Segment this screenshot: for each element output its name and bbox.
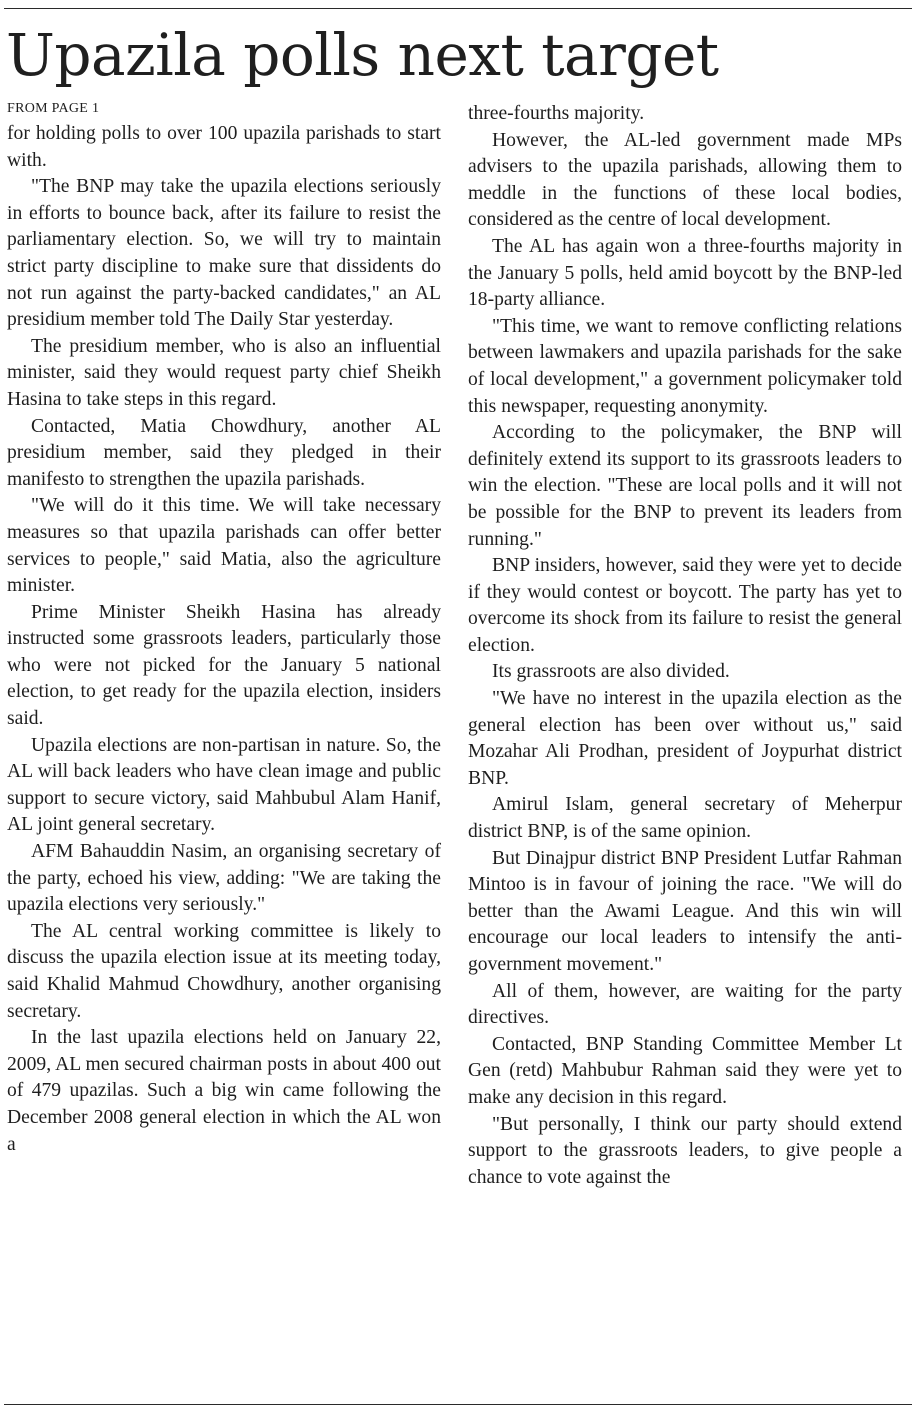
- paragraph: The presidium member, who is also an influential minister, said they would request party chief Sheikh Hasina to take steps in this regard.: [7, 335, 441, 410]
- paragraph: three-fourths majority.: [468, 103, 645, 124]
- paragraph: BNP insiders, however, said they were yet to decide if they would contest or boycott. The party has yet to overcome its shock from its failure to resist the general election.: [468, 555, 902, 656]
- paragraph: AFM Bahauddin Nasim, an organising secretary of the party, echoed his view, adding: "We are taking the upazila elections very seriously.": [7, 841, 441, 916]
- paragraph: "This time, we want to remove conflicting relations between lawmakers and upazila parishads for the sake of local development," a government policymaker told this newspaper, requesting anonymity.: [468, 315, 902, 417]
- paragraph: for holding polls to over 100 upazila parishads to start with.: [7, 123, 441, 171]
- top-rule: [4, 8, 912, 9]
- headline: Upazila polls next target: [6, 21, 719, 89]
- paragraph: Contacted, BNP Standing Committee Member Lt Gen (retd) Mahbubur Rahman said they were yet to make any decision in this regard.: [468, 1033, 902, 1108]
- paragraph: Upazila elections are non-partisan in nature. So, the AL will back leaders who have clean image and public support to secure victory, said Mahbubul Alam Hanif, AL joint general secretary.: [7, 734, 441, 836]
- paragraph: "The BNP may take the upazila elections seriously in efforts to bounce back, after its failure to resist the parliamentary election. So, we will try to maintain strict party discipline to make sure that dissidents do not run against the party-backed candidates," an AL presidium member told The Daily Star yesterday.: [7, 176, 441, 331]
- paragraph: "We will do it this time. We will take necessary measures so that upazila parishads can offer better services to people," said Matia, also the agriculture minister.: [7, 495, 441, 597]
- continuation-kicker: FROM PAGE 1: [7, 101, 100, 116]
- paragraph: In the last upazila elections held on January 22, 2009, AL men secured chairman posts in about 400 out of 479 upazilas. Such a big win came following the December 2008 general election in which the AL won a: [7, 1027, 441, 1155]
- paragraph: The AL central working committee is likely to discuss the upazila election issue at its meeting today, said Khalid Mahmud Chowdhury, another organising secretary.: [7, 920, 441, 1022]
- bottom-rule: [4, 1404, 912, 1405]
- right-column: [468, 101, 902, 1191]
- paragraph: Contacted, Matia Chowdhury, another AL presidium member, said they pledged in their manifesto to strengthen the upazila parishads.: [7, 415, 441, 490]
- paragraph: However, the AL-led government made MPs advisers to the upazila parishads, allowing them to meddle in the functions of these local bodies, considered as the centre of local development.: [468, 129, 902, 231]
- paragraph: According to the policymaker, the BNP will definitely extend its support to its grassroots leaders to win the election. "These are local polls and it will not be possible for the BNP to prevent its leaders from running.": [468, 422, 902, 550]
- paragraph: Its grassroots are also divided.: [492, 661, 730, 683]
- paragraph: All of them, however, are waiting for the party directives.: [468, 980, 902, 1029]
- paragraph: Prime Minister Sheikh Hasina has already instructed some grassroots leaders, particularly those who were not picked for the January 5 national election, to get ready for the upazila election, insiders said.: [7, 601, 441, 730]
- paragraph: "But personally, I think our party should extend support to the grassroots leaders, to give people a chance to vote against the: [468, 1113, 902, 1188]
- paragraph: The AL has again won a three-fourths majority in the January 5 polls, held amid boycott by the BNP-led 18-party alliance.: [468, 235, 902, 311]
- paragraph: But Dinajpur district BNP President Lutfar Rahman Mintoo is in favour of joining the race. "We will do better than the Awami League. And this win will encourage our local leaders to intensify the anti-government movement.": [468, 847, 902, 975]
- left-column: [7, 101, 441, 1158]
- paragraph: "We have no interest in the upazila election as the general election has been over without us," said Mozahar Ali Prodhan, president of Joypurhat district BNP.: [468, 688, 902, 789]
- paragraph: Amirul Islam, general secretary of Meherpur district BNP, is of the same opinion.: [468, 794, 902, 843]
